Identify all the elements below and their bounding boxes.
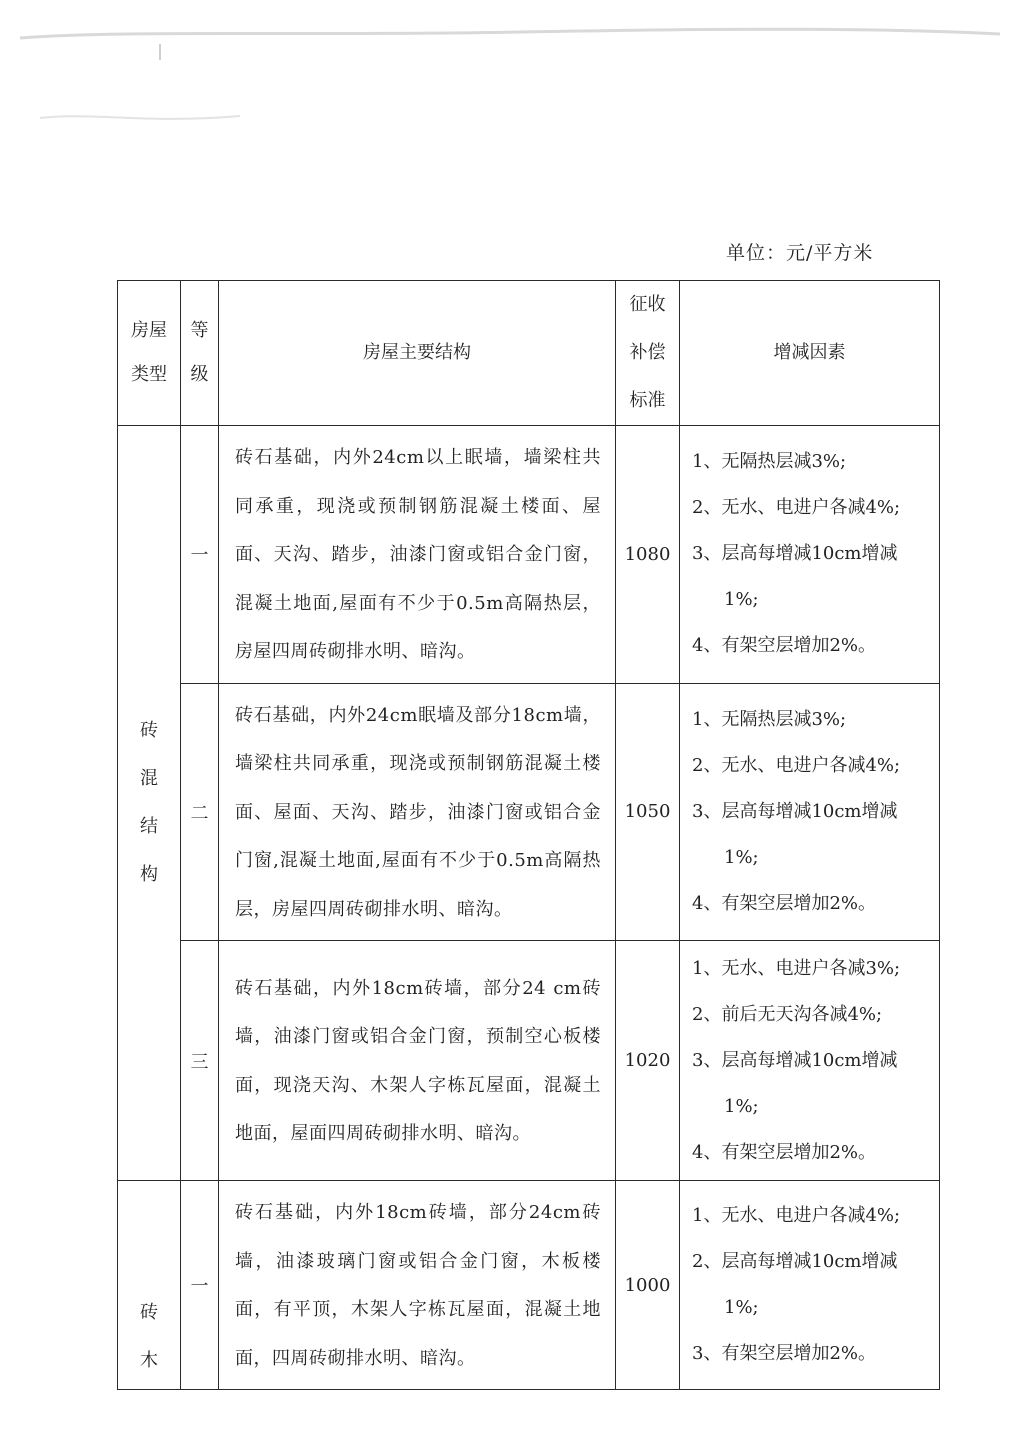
header-structure: 房屋主要结构 [219, 281, 616, 426]
grade-cell: 一 [181, 1181, 219, 1390]
header-house-type: 房屋 类型 [118, 281, 181, 426]
header-adjust-factors: 增减因素 [680, 281, 940, 426]
table-row [118, 426, 940, 684]
grade-cell: 三 [181, 941, 219, 1181]
table-row [118, 1181, 940, 1390]
grade-cell: 一 [181, 426, 219, 684]
header-standard: 征收 补偿 标准 [616, 281, 680, 426]
structure-cell: 砖石基础，内外18cm砖墙，部分24 cm砖墙，油漆门窗或铝合金门窗，预制空心板楼面，现浇天沟、木架人字栋瓦屋面，混凝土地面，屋面四周砖砌排水明、暗沟。 [219, 941, 616, 1181]
standard-cell: 1050 [616, 683, 680, 941]
structure-cell: 砖石基础，内外24cm以上眠墙，墙梁柱共同承重，现浇或预制钢筋混凝土楼面、屋面、天沟、踏步，油漆门窗或铝合金门窗，混凝土地面,屋面有不少于0.5m高隔热层，房屋四周砖砌排水明、暗沟。 [219, 426, 616, 684]
standard-cell: 1000 [616, 1181, 680, 1390]
house-type-cell: 砖 混 结 构 [118, 426, 181, 1181]
scan-smudge-marks [0, 0, 1024, 170]
adjust-cell: 1、无水、电进户各减4%; 2、层高每增减10cm增减 1%; 3、有架空层增加2%。 [680, 1181, 940, 1390]
header-row [118, 281, 940, 426]
compensation-standard-table [117, 280, 940, 1390]
grade-cell: 二 [181, 683, 219, 941]
standard-cell: 1080 [616, 426, 680, 684]
standard-cell: 1020 [616, 941, 680, 1181]
table-row [118, 683, 940, 941]
structure-cell: 砖石基础，内外18cm砖墙，部分24cm砖墙，油漆玻璃门窗或铝合金门窗，木板楼面，有平顶，木架人字栋瓦屋面，混凝土地面，四周砖砌排水明、暗沟。 [219, 1181, 616, 1390]
adjust-cell: 1、无隔热层减3%; 2、无水、电进户各减4%; 3、层高每增减10cm增减 1%; 4、有架空层增加2%。 [680, 683, 940, 941]
house-type-cell: 砖 木 [118, 1181, 181, 1390]
unit-label: 单位：元/平方米 [726, 242, 874, 264]
header-grade: 等 级 [181, 281, 219, 426]
structure-cell: 砖石基础，内外24cm眠墙及部分18cm墙，墙梁柱共同承重，现浇或预制钢筋混凝土楼面、屋面、天沟、踏步，油漆门窗或铝合金门窗,混凝土地面,屋面有不少于0.5m高隔热层，房屋四周砖砌排水明、暗沟。 [219, 683, 616, 941]
adjust-cell: 1、无隔热层减3%; 2、无水、电进户各减4%; 3、层高每增减10cm增减 1%; 4、有架空层增加2%。 [680, 426, 940, 684]
adjust-cell: 1、无水、电进户各减3%; 2、前后无天沟各减4%; 3、层高每增减10cm增减 1%; 4、有架空层增加2%。 [680, 941, 940, 1181]
table-row [118, 941, 940, 1181]
